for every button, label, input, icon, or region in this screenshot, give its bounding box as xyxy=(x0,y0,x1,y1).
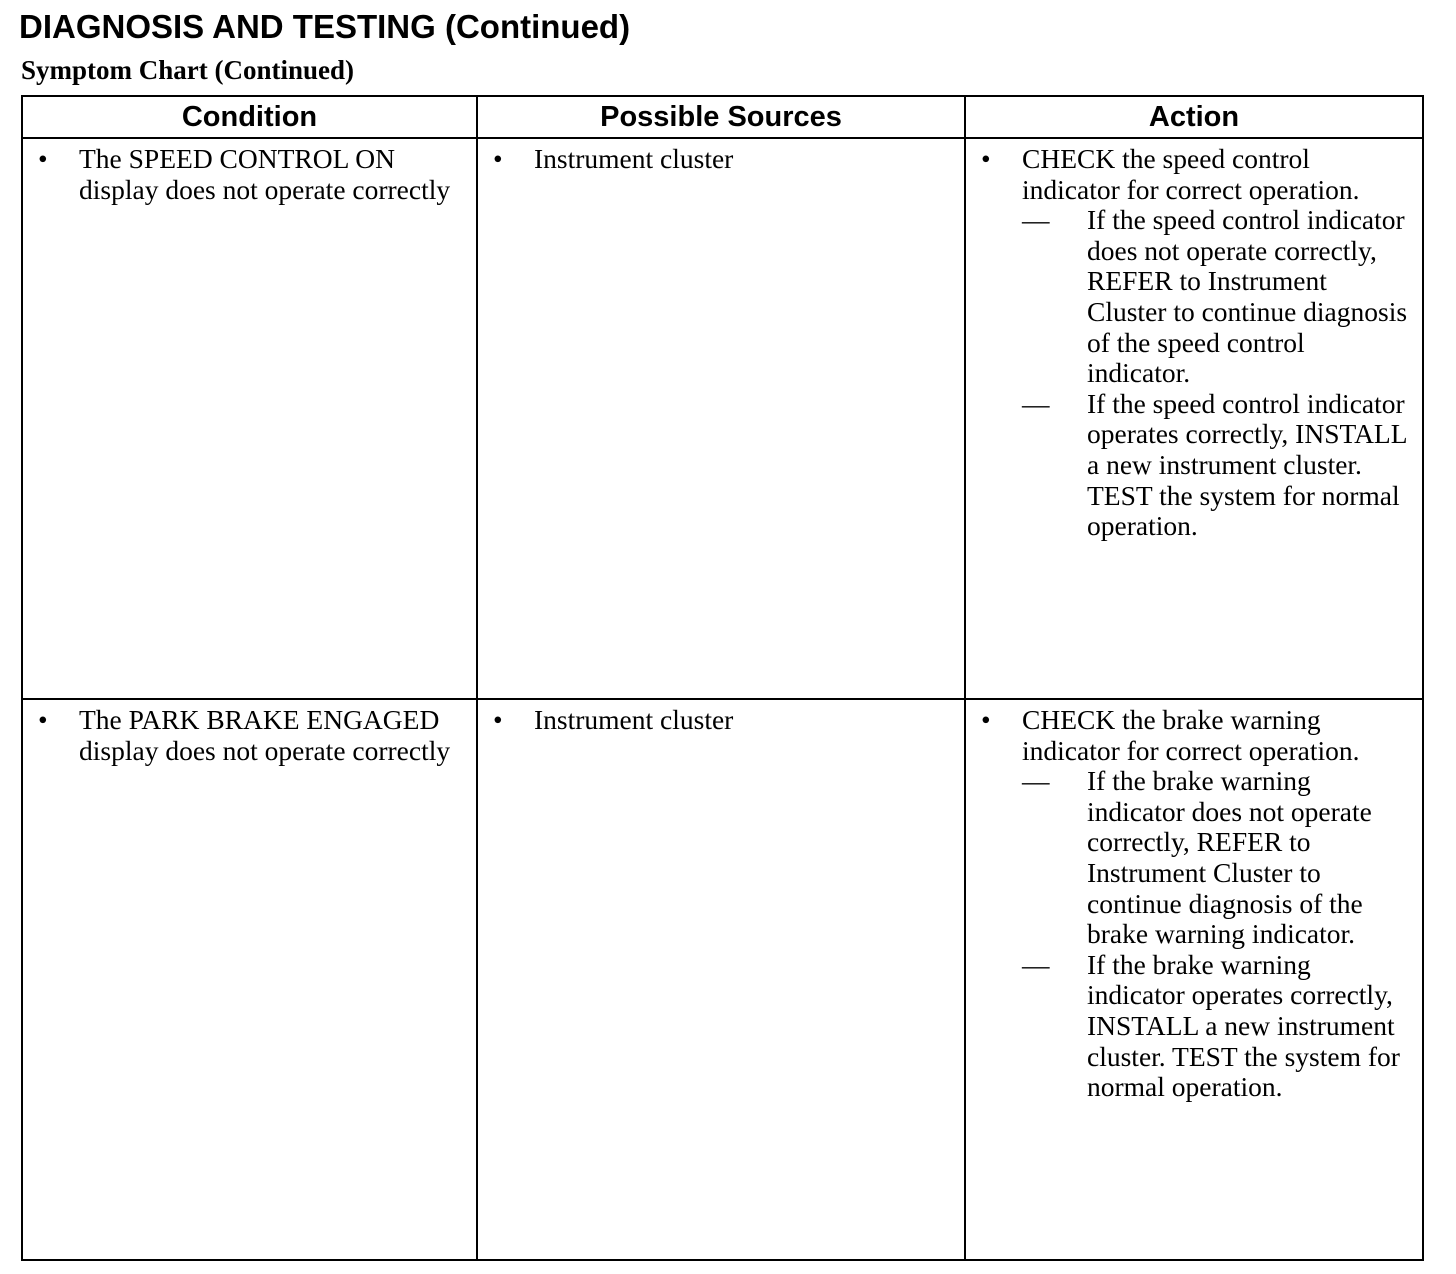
condition-text: The SPEED CONTROL ON display does not operate correctly xyxy=(79,143,451,205)
page-subtitle: Symptom Chart (Continued) xyxy=(21,55,355,85)
action-cell xyxy=(965,138,1423,699)
source-item xyxy=(478,700,964,736)
action-main-text: CHECK the brake warning indicator for correct operation. xyxy=(1022,704,1360,766)
action-sub-item xyxy=(1022,389,1412,542)
column-header-possible-sources: Possible Sources xyxy=(477,96,965,138)
action-item xyxy=(966,139,1422,542)
action-sub-text: If the brake warning indicator does not operate correctly, REFER to Instrument Cluster to continue diagnosis of the brake warning indicator. xyxy=(1087,765,1372,950)
bullet-icon: • xyxy=(981,704,991,735)
column-header-condition: Condition xyxy=(22,96,477,138)
condition-cell xyxy=(22,699,477,1260)
table-row xyxy=(22,699,1423,1260)
condition-text: The PARK BRAKE ENGAGED display does not operate correctly xyxy=(79,704,451,766)
column-header-action: Action xyxy=(965,96,1423,138)
dash-icon: — xyxy=(1022,204,1050,236)
page-title: DIAGNOSIS AND TESTING (Continued) xyxy=(19,8,631,45)
action-sub-item xyxy=(1022,205,1412,389)
action-sub-text: If the speed control indicator does not operate correctly, REFER to Instrument Cluster to continue diagnosis of the speed control indicator. xyxy=(1087,204,1408,389)
possible-sources-cell xyxy=(477,699,965,1260)
source-text: Instrument cluster xyxy=(534,143,734,174)
action-sub-item xyxy=(1022,766,1412,950)
condition-item xyxy=(23,139,476,205)
dash-icon: — xyxy=(1022,948,1050,980)
action-sub-text: If the speed control indicator operates correctly, INSTALL a new instrument cluster. TEST the system for normal operation. xyxy=(1087,387,1407,542)
possible-sources-cell xyxy=(477,138,965,699)
bullet-icon: • xyxy=(493,704,503,735)
action-item xyxy=(966,700,1422,1103)
dash-icon: — xyxy=(1022,765,1050,797)
bullet-icon: • xyxy=(38,704,48,735)
action-cell xyxy=(965,699,1423,1260)
table-row xyxy=(22,138,1423,699)
condition-cell xyxy=(22,138,477,699)
action-sub-item xyxy=(1022,950,1412,1103)
source-item xyxy=(478,139,964,175)
source-text: Instrument cluster xyxy=(534,704,734,735)
action-sub-text: If the brake warning indicator operates correctly, INSTALL a new instrument cluster. TEST the system for normal operation. xyxy=(1087,948,1400,1103)
table-header-row xyxy=(22,96,1423,138)
action-main-text: CHECK the speed control indicator for correct operation. xyxy=(1022,143,1360,205)
bullet-icon: • xyxy=(38,143,48,174)
dash-icon: — xyxy=(1022,387,1050,419)
condition-item xyxy=(23,700,476,766)
bullet-icon: • xyxy=(493,143,503,174)
symptom-chart-table xyxy=(21,95,1424,1261)
bullet-icon: • xyxy=(981,143,991,174)
